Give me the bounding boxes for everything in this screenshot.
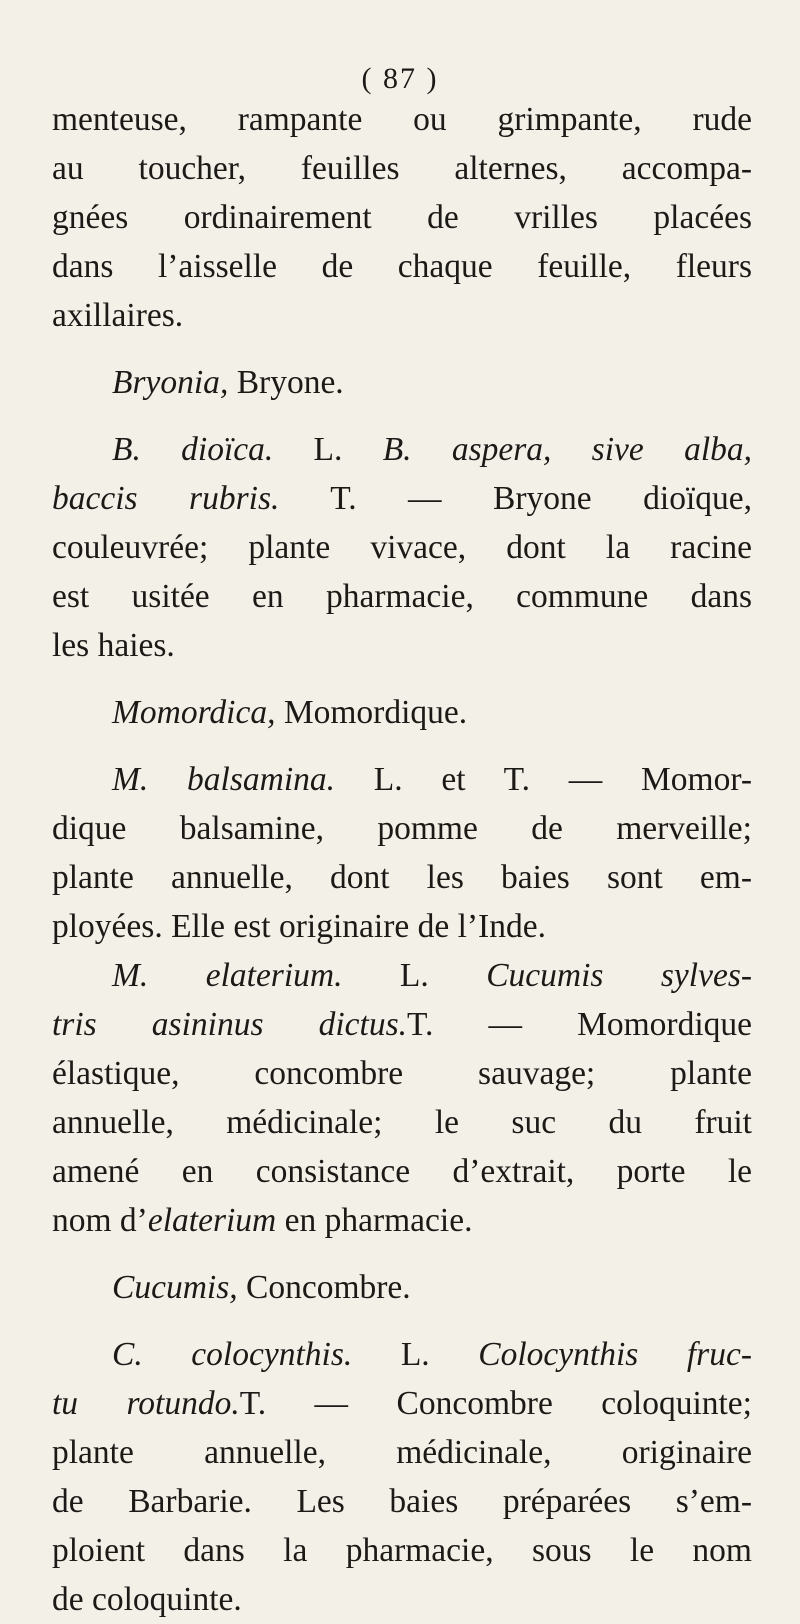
body-text bbox=[52, 95, 752, 1624]
italic-text: tu rotundo. bbox=[52, 1385, 240, 1422]
text-segment: dique balsamine, pomme de merveille; bbox=[52, 810, 752, 847]
text-segment: T. — Momordique bbox=[407, 1006, 752, 1043]
text-line bbox=[52, 902, 752, 951]
text-segment: de coloquinte. bbox=[52, 1581, 242, 1618]
italic-text: tris asininus dictus. bbox=[52, 1006, 407, 1043]
text-segment: dans l’aisselle de chaque feuille, fleurs bbox=[52, 248, 752, 285]
italic-text: elaterium bbox=[147, 1202, 277, 1239]
italic-text: , bbox=[229, 1269, 246, 1306]
text-line bbox=[52, 1477, 752, 1526]
text-segment: plante annuelle, médicinale, originaire bbox=[52, 1434, 752, 1471]
paragraph-gap bbox=[52, 737, 752, 755]
text-segment: en pharmacie. bbox=[276, 1202, 473, 1239]
text-segment: élastique, concombre sauvage; plante bbox=[52, 1055, 752, 1092]
text-line bbox=[52, 1000, 752, 1049]
text-line bbox=[52, 242, 752, 291]
text-segment: L. bbox=[352, 1336, 479, 1373]
paragraph-gap bbox=[52, 407, 752, 425]
italic-text: M. elaterium. bbox=[112, 957, 343, 994]
italic-text: Bryonia bbox=[112, 364, 220, 401]
italic-text: , bbox=[267, 694, 284, 731]
paragraph-gap bbox=[52, 1245, 752, 1263]
genus-heading bbox=[52, 1263, 752, 1312]
text-line bbox=[52, 853, 752, 902]
text-line bbox=[52, 1575, 752, 1624]
paragraph-gap bbox=[52, 340, 752, 358]
text-line bbox=[52, 572, 752, 621]
italic-text: M. balsamina. bbox=[112, 761, 335, 798]
text-segment: Bryone. bbox=[236, 364, 344, 401]
text-segment: de Barbarie. Les baies préparées s’em- bbox=[52, 1483, 752, 1520]
text-segment: gnées ordinairement de vrilles placées bbox=[52, 199, 752, 236]
text-segment: L. bbox=[342, 957, 487, 994]
text-line bbox=[52, 291, 752, 340]
text-segment: ployées. Elle est originaire de l’Inde. bbox=[52, 908, 546, 945]
text-line bbox=[52, 1330, 752, 1379]
text-line bbox=[52, 951, 752, 1000]
text-segment: L. et T. — Momor- bbox=[335, 761, 752, 798]
text-segment: axillaires. bbox=[52, 297, 184, 334]
text-line bbox=[52, 193, 752, 242]
text-segment: plante annuelle, dont les baies sont em- bbox=[52, 859, 752, 896]
text-segment: L. bbox=[273, 431, 383, 468]
text-line bbox=[52, 755, 752, 804]
text-segment: les haies. bbox=[52, 627, 175, 664]
text-line bbox=[52, 1379, 752, 1428]
text-segment: au toucher, feuilles alternes, accompa- bbox=[52, 150, 752, 187]
text-segment: annuelle, médicinale; le suc du fruit bbox=[52, 1104, 752, 1141]
paragraph-gap bbox=[52, 670, 752, 688]
text-line bbox=[52, 95, 752, 144]
text-line bbox=[52, 1049, 752, 1098]
text-line bbox=[52, 1428, 752, 1477]
text-line bbox=[52, 804, 752, 853]
text-segment: Momordique. bbox=[283, 694, 468, 731]
text-line bbox=[52, 1526, 752, 1575]
italic-text: , bbox=[219, 364, 237, 401]
text-segment: T. — Concombre coloquinte; bbox=[239, 1385, 752, 1422]
text-segment: menteuse, rampante ou grimpante, rude bbox=[52, 101, 752, 138]
italic-text: Cucumis bbox=[112, 1269, 230, 1306]
italic-text: Colocynthis fruc- bbox=[478, 1336, 752, 1373]
text-line bbox=[52, 474, 752, 523]
italic-text: Momordica bbox=[112, 694, 268, 731]
text-segment: T. — Bryone dioïque, bbox=[279, 480, 752, 517]
genus-heading bbox=[52, 358, 752, 407]
text-line bbox=[52, 1147, 752, 1196]
text-segment: ploient dans la pharmacie, sous le nom bbox=[52, 1532, 752, 1569]
paragraph-gap bbox=[52, 1312, 752, 1330]
text-segment: Concombre. bbox=[246, 1269, 411, 1306]
page-number: ( 87 ) bbox=[361, 62, 439, 95]
text-line bbox=[52, 425, 752, 474]
italic-text: Cucumis sylves- bbox=[486, 957, 753, 994]
italic-text: C. colocynthis. bbox=[112, 1336, 353, 1373]
text-line bbox=[52, 144, 752, 193]
text-line bbox=[52, 621, 752, 670]
text-segment: nom d’ bbox=[52, 1202, 148, 1239]
text-line bbox=[52, 523, 752, 572]
text-line bbox=[52, 1196, 752, 1245]
text-segment: est usitée en pharmacie, commune dans bbox=[52, 578, 752, 615]
text-segment: couleuvrée; plante vivace, dont la racine bbox=[52, 529, 752, 566]
text-line bbox=[52, 1098, 752, 1147]
italic-text: baccis rubris. bbox=[52, 480, 280, 517]
genus-heading bbox=[52, 688, 752, 737]
text-segment: amené en consistance d’extrait, porte le bbox=[52, 1153, 752, 1190]
italic-text: B. dioïca. bbox=[112, 431, 274, 468]
italic-text: B. aspera, sive alba, bbox=[382, 431, 752, 468]
